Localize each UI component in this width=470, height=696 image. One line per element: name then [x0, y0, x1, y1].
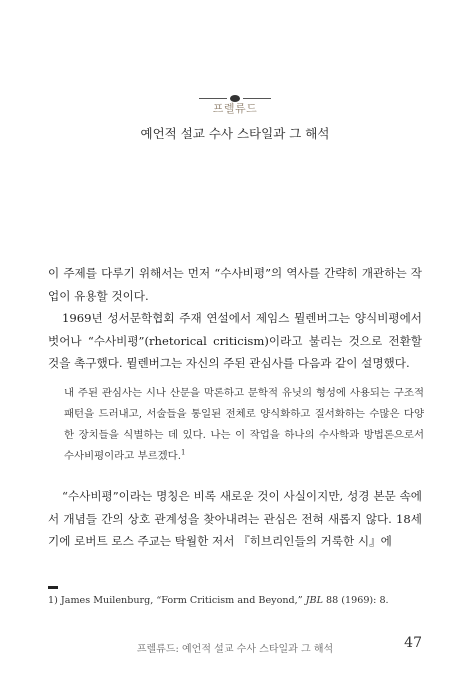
running-footer: 프렐류드: 예언적 설교 수사 스타일과 그 해석: [136, 644, 334, 655]
chapter-title: 예언적 설교 수사 스타일과 그 해석: [140, 126, 330, 141]
footnote-rule: [48, 586, 58, 589]
paragraph-1: 이 주제를 다루기 위해서는 먼저 “수사비평”의 역사를 간략히 개관하는 작업이 유용할 것이다.: [48, 266, 422, 303]
paragraph-2: 1969년 성서문학협회 주재 연설에서 제임스 뮐렌버그는 양식비평에서 벗어나 “수사비평”(rhetorical criticism)이라고 불리는 것으로 전환할 것을 촉구했다. 뮐렌버그는 자신의 주된 관심사를 다음과 같이 설명했다.: [48, 311, 422, 371]
footnote-marker: 1: [181, 448, 186, 457]
footnote-journal: JBL: [305, 595, 323, 606]
section-label: 프렐류드: [212, 102, 258, 115]
body-block-1: [48, 262, 422, 375]
ornament-line-left: [199, 98, 227, 99]
block-quote-text: 내 주된 관심사는 시나 산문을 막론하고 문학적 유닛의 형성에 사용되는 구조적 패턴을 드러내고, 서술들을 통일된 전체로 양식화하고 질서화하는 수많은 다양한 장치들을 식별하는 데 있다. 나는 이 작업을 하나의 수사학과 방법론으로서 수사비평이라고 부르겠다.: [64, 387, 424, 462]
paragraph-3: “수사비평”이라는 명칭은 비록 새로운 것이 사실이지만, 성경 본문 속에서 개념들 간의 상호 관계성을 찾아내려는 관심은 전혀 새롭지 않다. 18세기에 로버트 로스 주교는 탁월한 저서 『히브리인들의 거룩한 시』에: [48, 489, 422, 549]
block-quote: [64, 383, 424, 467]
footnote: [48, 595, 389, 606]
ornament-line-right: [243, 98, 271, 99]
footnote-details: 88 (1969): 8.: [322, 595, 389, 606]
footnote-citation: 1) James Muilenburg, “Form Criticism and Beyond,”: [48, 595, 306, 606]
page-number: 47: [404, 635, 422, 651]
